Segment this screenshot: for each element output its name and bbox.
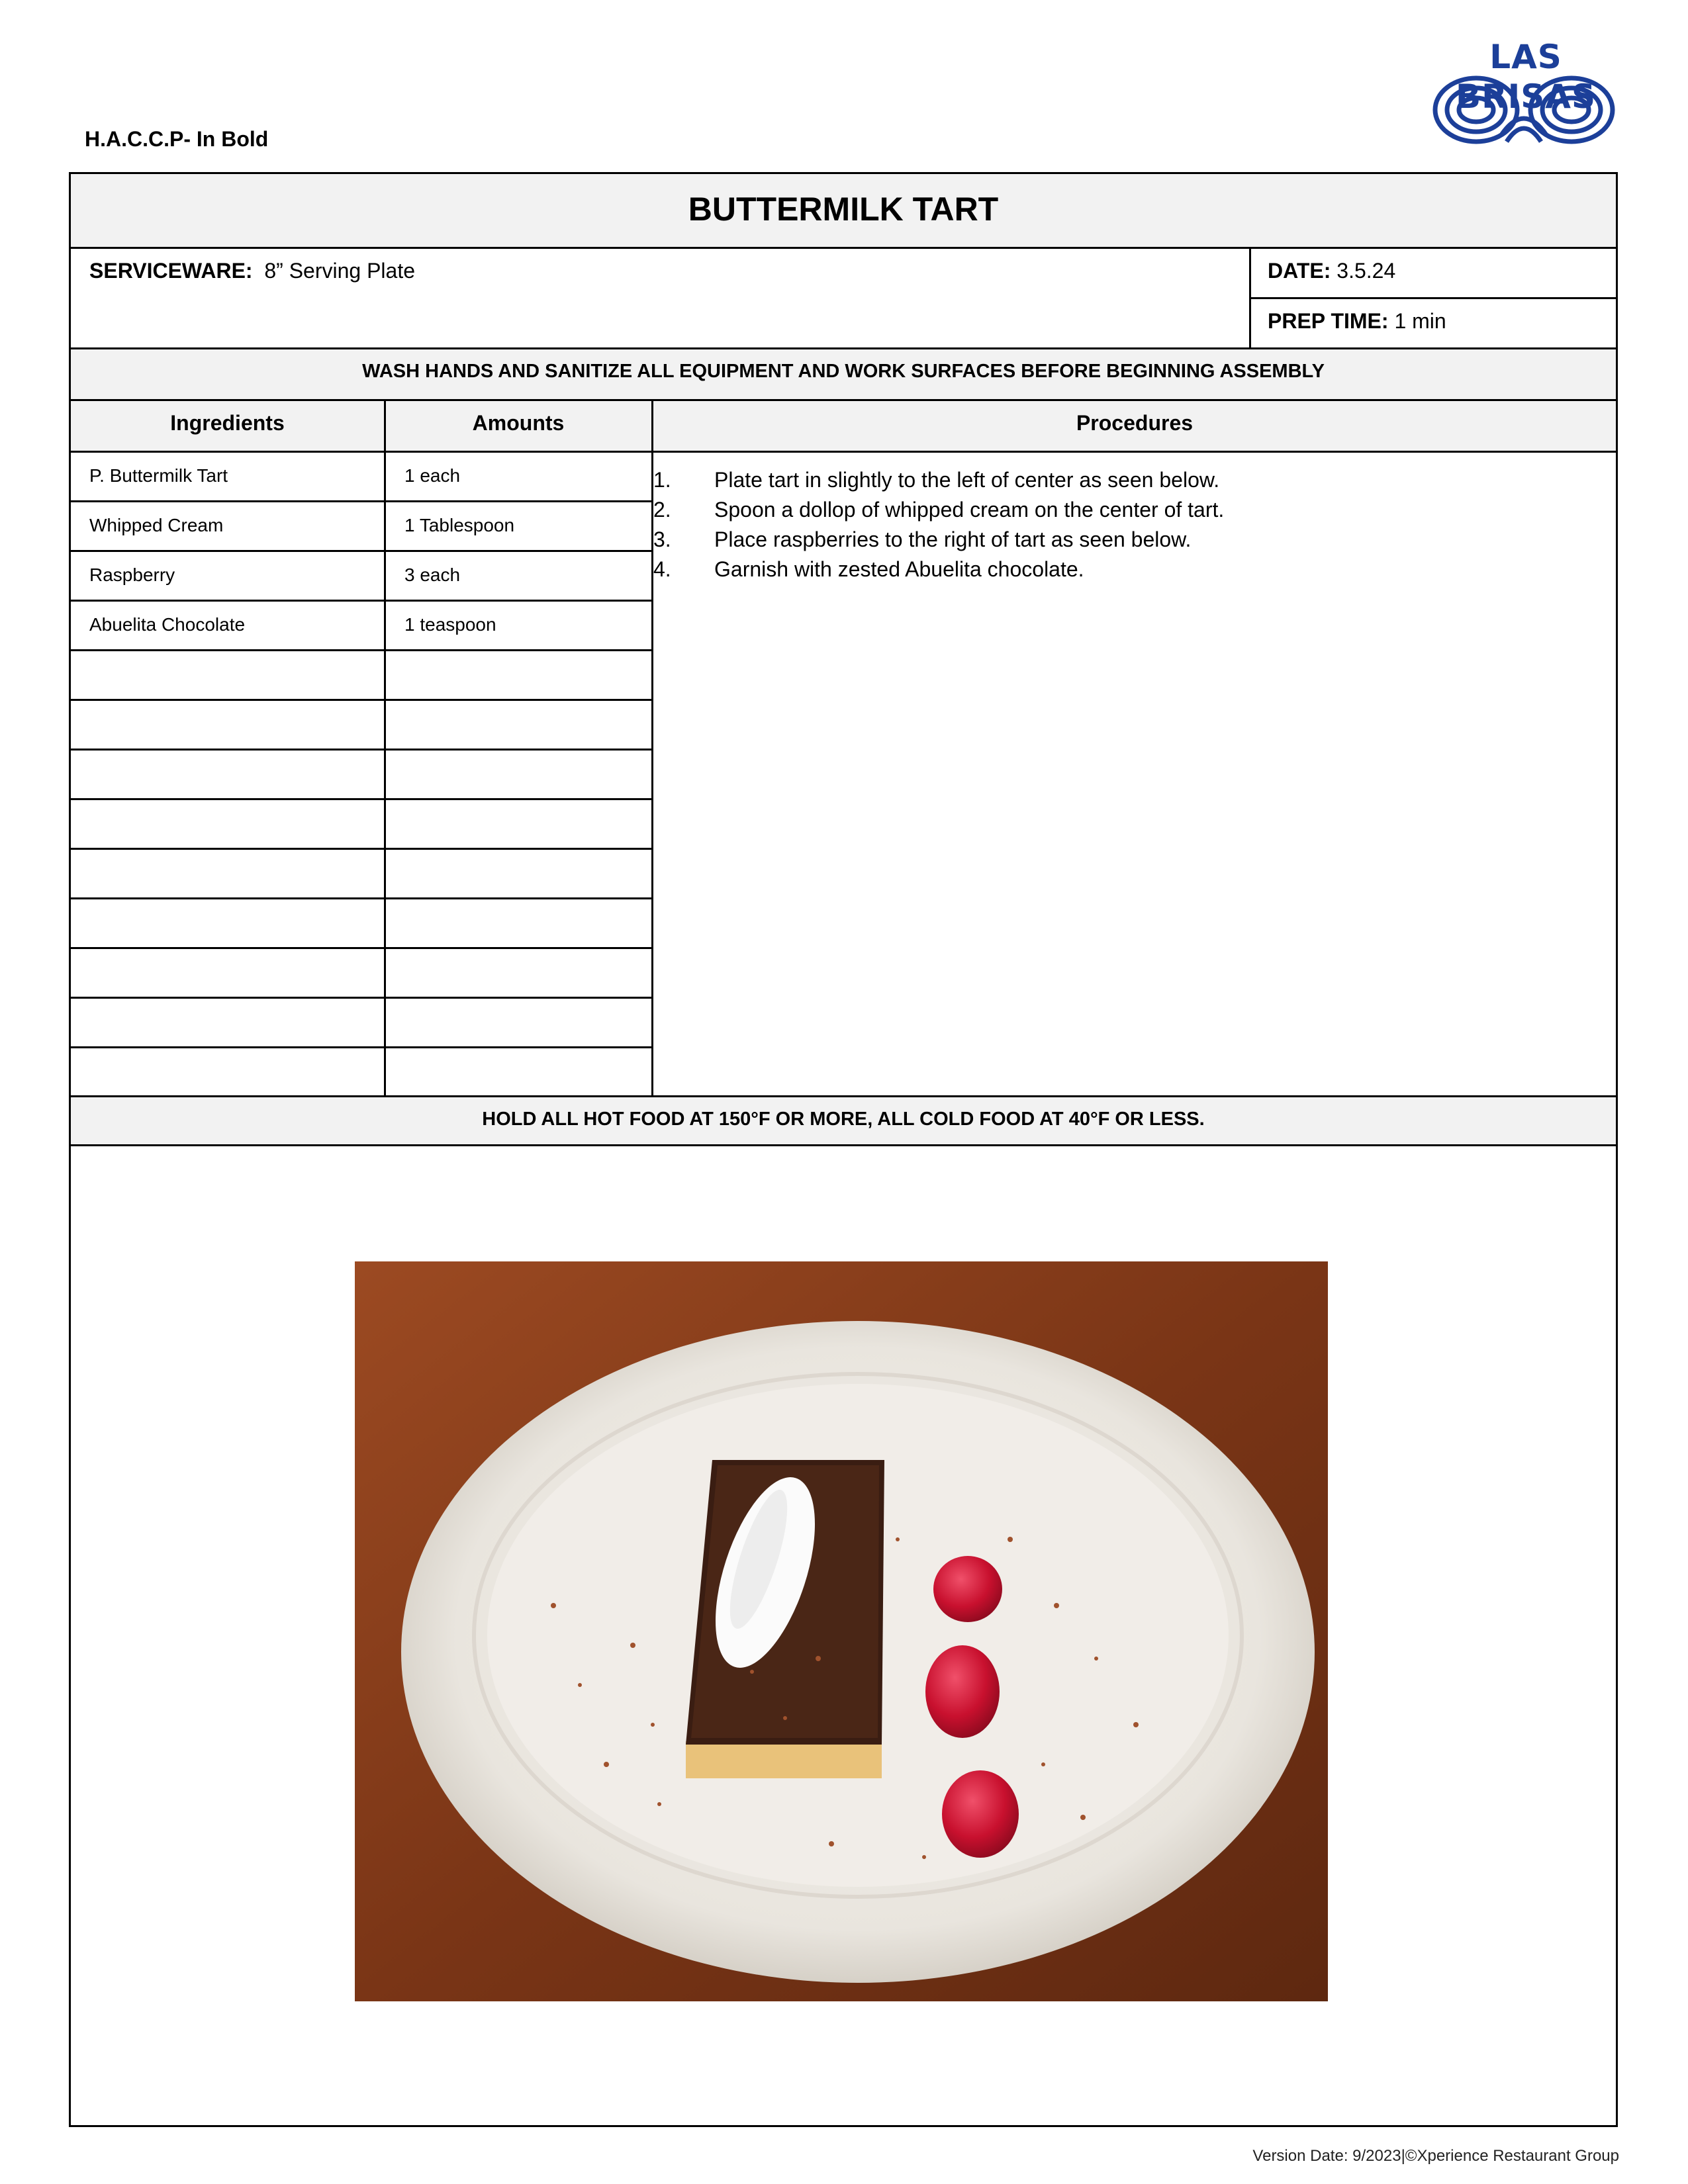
logo-wordmark: LAS BRISAS (1456, 38, 1596, 116)
row-line (71, 500, 653, 502)
serviceware-field (89, 259, 415, 283)
row-line (71, 749, 653, 751)
procedures-header: Procedures (1076, 411, 1194, 435)
prep-time-label: PREP TIME: (1268, 309, 1389, 333)
haccp-note: H.A.C.C.P- In Bold (85, 127, 269, 151)
ingredient-amount: 1 each (404, 465, 461, 486)
ingredient-amount: 1 Tablespoon (404, 515, 515, 535)
divider (71, 1095, 1616, 1097)
ingredient-amount: 1 teaspoon (404, 614, 496, 635)
divider (71, 451, 1616, 453)
date-value: 3.5.24 (1336, 259, 1396, 283)
amounts-header: Amounts (472, 411, 565, 435)
procedure-number: 1. (653, 468, 671, 492)
divider (1249, 297, 1616, 299)
procedure-text: Garnish with zested Abuelita chocolate. (714, 557, 1084, 581)
procedure-number: 4. (653, 557, 671, 581)
row-line (71, 947, 653, 949)
prep-time-field (1268, 309, 1446, 334)
ingredient-name: Abuelita Chocolate (89, 614, 246, 635)
divider (384, 399, 386, 1095)
row-line (71, 897, 653, 899)
waves-logo-icon (1430, 75, 1622, 150)
hold-temperature-banner: HOLD ALL HOT FOOD AT 150°F OR MORE, ALL COLD FOOD AT 40°F OR LESS. (482, 1109, 1205, 1130)
version-footer: Version Date: 9/2023|©Xperience Restaurant Group (1252, 2147, 1619, 2165)
procedure-step (653, 495, 1224, 525)
date-label: DATE: (1268, 259, 1331, 283)
procedure-number: 3. (653, 527, 671, 551)
row-line (71, 699, 653, 701)
prep-time-value: 1 min (1394, 309, 1446, 333)
procedure-text: Place raspberries to the right of tart as seen below. (714, 527, 1192, 551)
ingredient-name: Whipped Cream (89, 515, 224, 535)
wash-hands-banner: WASH HANDS AND SANITIZE ALL EQUIPMENT AND WORK SURFACES BEFORE BEGINNING ASSEMBLY (362, 361, 1325, 382)
serviceware-value: 8” Serving Plate (264, 259, 416, 283)
ingredient-amount: 3 each (404, 565, 461, 585)
procedure-text: Plate tart in slightly to the left of center as seen below. (714, 468, 1220, 492)
procedure-step (653, 555, 1224, 584)
divider (71, 247, 1616, 249)
procedure-step (653, 465, 1224, 495)
date-field (1268, 259, 1395, 283)
divider (71, 399, 1616, 401)
row-line (71, 1046, 653, 1048)
procedure-number: 2. (653, 498, 671, 522)
row-line (71, 848, 653, 850)
ingredient-name: P. Buttermilk Tart (89, 465, 228, 486)
row-line (71, 997, 653, 999)
recipe-title: BUTTERMILK TART (688, 191, 999, 228)
dessert-photo (355, 1261, 1328, 2001)
las-brisas-logo (1430, 37, 1622, 151)
row-line (71, 649, 653, 651)
row-line (71, 600, 653, 602)
procedures-list (653, 465, 1224, 584)
divider (71, 347, 1616, 349)
procedure-text: Spoon a dollop of whipped cream on the center of tart. (714, 498, 1225, 522)
row-line (71, 550, 653, 552)
procedure-step (653, 525, 1224, 555)
divider (71, 1144, 1616, 1146)
serviceware-label: SERVICEWARE: (89, 259, 253, 283)
ingredients-header: Ingredients (170, 411, 285, 435)
row-line (71, 798, 653, 800)
ingredient-name: Raspberry (89, 565, 175, 585)
